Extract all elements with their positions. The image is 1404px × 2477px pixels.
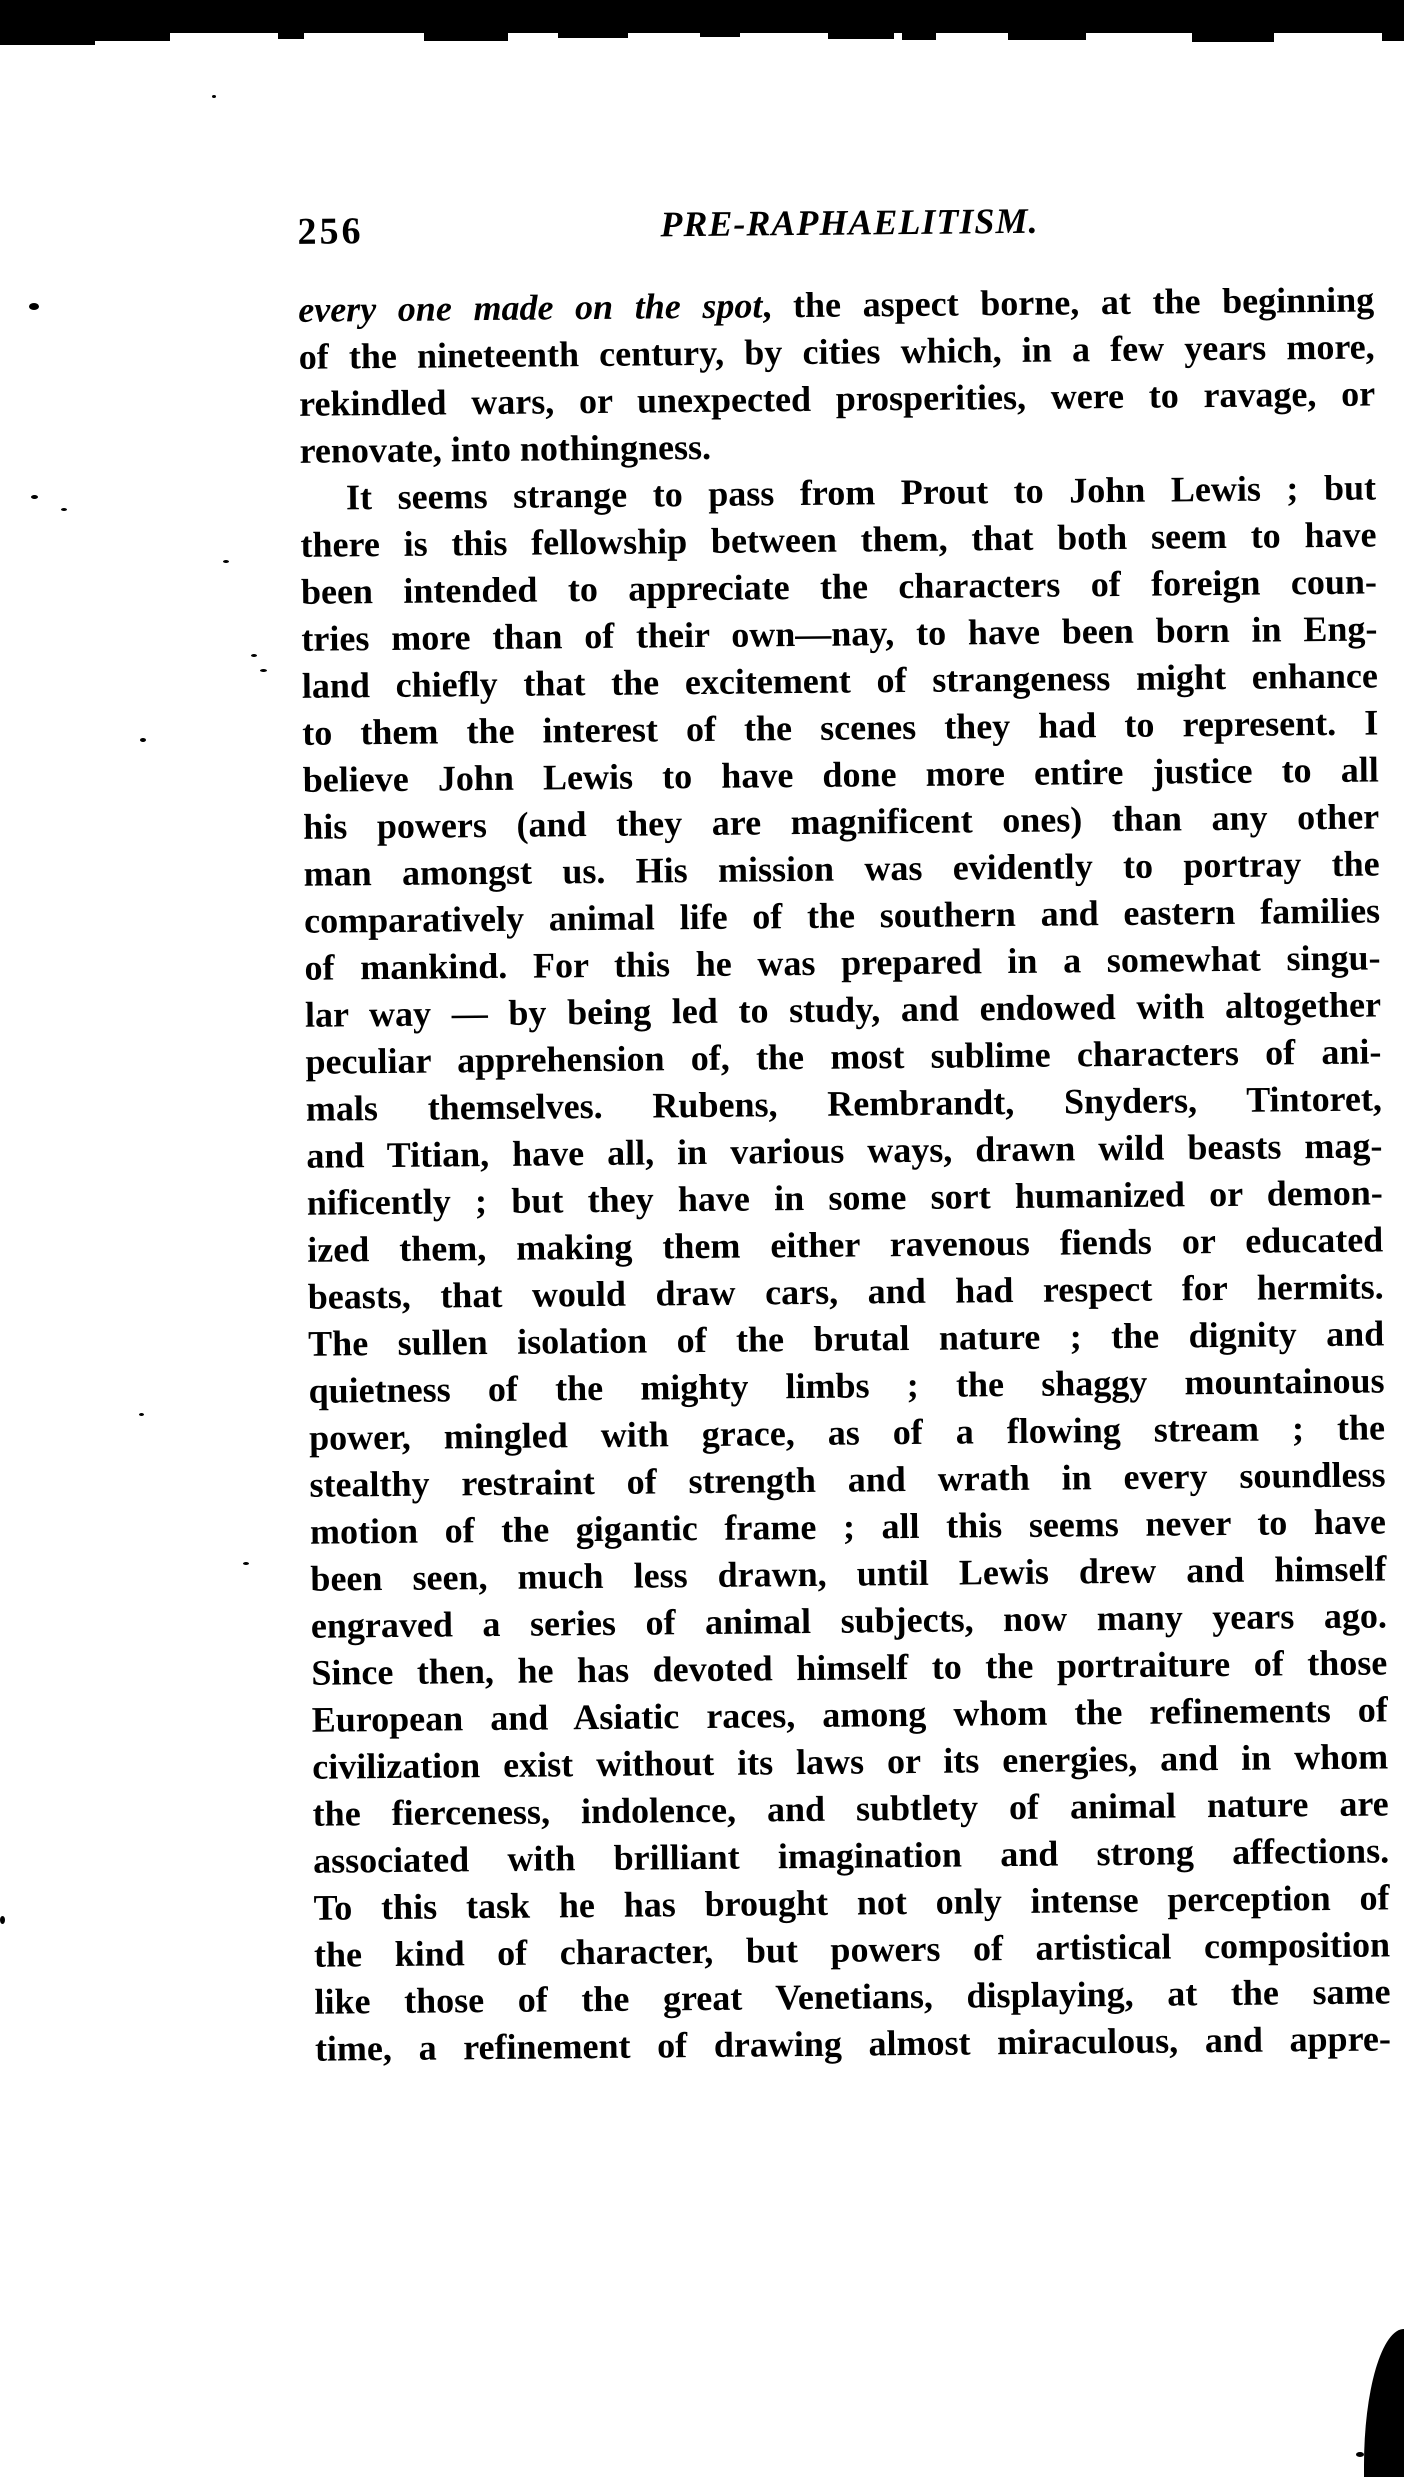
- ink-speck: [61, 508, 67, 511]
- text-line: his powers (and they are magnificent ones) than any other: [303, 796, 1380, 847]
- ink-speck: [139, 1413, 144, 1416]
- body-text: [298, 277, 1391, 2073]
- text-line: lar way — by being led to study, and endowed with altogether: [304, 984, 1382, 1035]
- text-line: It seems strange to pass from Prout to John Lewis ; but: [345, 467, 1377, 518]
- text-line: to them the interest of the scenes they had to represent. I: [302, 702, 1379, 753]
- text-line: time, a refinement of drawing almost miraculous, and appre-: [314, 2018, 1392, 2069]
- ink-speck: [1356, 2452, 1364, 2457]
- running-title: PRE-RAPHAELITISM.: [660, 200, 1039, 245]
- text-line: of the nineteenth century, by cities which, in a few years more,: [298, 326, 1375, 377]
- text-line: the kind of character, but powers of artistical composition: [313, 1924, 1391, 1975]
- ink-speck: [243, 1562, 249, 1565]
- text-line: land chiefly that the excitement of strangeness might enhance: [301, 655, 1379, 706]
- ink-speck: [251, 654, 257, 657]
- ink-speck: [0, 1916, 5, 1924]
- text-line: the fierceness, indolence, and subtlety of animal nature are: [312, 1783, 1389, 1834]
- text-line: power, mingled with grace, as of a flowing stream ; the: [308, 1407, 1386, 1458]
- text-line: motion of the gigantic frame ; all this seems never to have: [309, 1501, 1387, 1552]
- text-line: beasts, that would draw cars, and had respect for hermits.: [307, 1266, 1384, 1317]
- text-line: of mankind. For this he was prepared in a somewhat singu-: [304, 937, 1381, 988]
- text-line: quietness of the mighty limbs ; the shaggy mountainous: [308, 1360, 1385, 1411]
- text-line: been intended to appreciate the characters of foreign coun-: [300, 561, 1378, 612]
- text-line: Since then, he has devoted himself to the portraiture of those: [311, 1642, 1388, 1693]
- text-line: rekindled wars, or unexpected prosperities, were to ravage, or: [298, 373, 1376, 424]
- text-line: The sullen isolation of the brutal nature ; the dignity and: [307, 1313, 1385, 1364]
- page-number: 256: [297, 210, 364, 253]
- text-line: ized them, making them either ravenous fiends or educated: [307, 1219, 1384, 1270]
- ink-speck: [212, 95, 216, 98]
- text-line: nificently ; but they have in some sort humanized or demon-: [306, 1172, 1383, 1223]
- text-line: like those of the great Venetians, displaying, at the same: [314, 1971, 1391, 2022]
- text-line: tries more than of their own—nay, to have been born in Eng-: [301, 608, 1378, 659]
- ink-speck: [31, 495, 38, 499]
- text-line: and Titian, have all, in various ways, drawn wild beasts mag-: [306, 1125, 1383, 1176]
- text-line: mals themselves. Rubens, Rembrandt, Snyders, Tintoret,: [305, 1078, 1383, 1129]
- text-line: associated with brilliant imagination and strong affections.: [312, 1830, 1390, 1881]
- ink-speck: [260, 669, 267, 672]
- text-line: engraved a series of animal subjects, now many years ago.: [310, 1595, 1388, 1646]
- text-line: there is this fellowship between them, that both seem to have: [300, 514, 1377, 565]
- ink-speck: [140, 738, 146, 742]
- text-line: man amongst us. His mission was evidently to portray the: [303, 843, 1380, 894]
- text-line: stealthy restraint of strength and wrath in every soundless: [309, 1454, 1386, 1505]
- text-line: believe John Lewis to have done more entire justice to all: [302, 749, 1379, 800]
- text-line: comparatively animal life of the southern and eastern families: [303, 890, 1381, 941]
- ink-speck: [29, 303, 39, 310]
- text-line: To this task he has brought not only intense perception of: [313, 1877, 1390, 1928]
- text-line: peculiar apprehension of, the most sublime characters of ani-: [305, 1031, 1382, 1082]
- text-line: every one made on the spot, the aspect borne, at the beginning: [298, 279, 1375, 330]
- text-line: civilization exist without its laws or its energies, and in whom: [312, 1736, 1389, 1787]
- text-line: renovate, into nothingness.: [299, 426, 712, 471]
- text-line: European and Asiatic races, among whom the refinements of: [311, 1689, 1388, 1740]
- ink-speck: [223, 560, 229, 563]
- text-line: been seen, much less drawn, until Lewis drew and himself: [310, 1548, 1387, 1599]
